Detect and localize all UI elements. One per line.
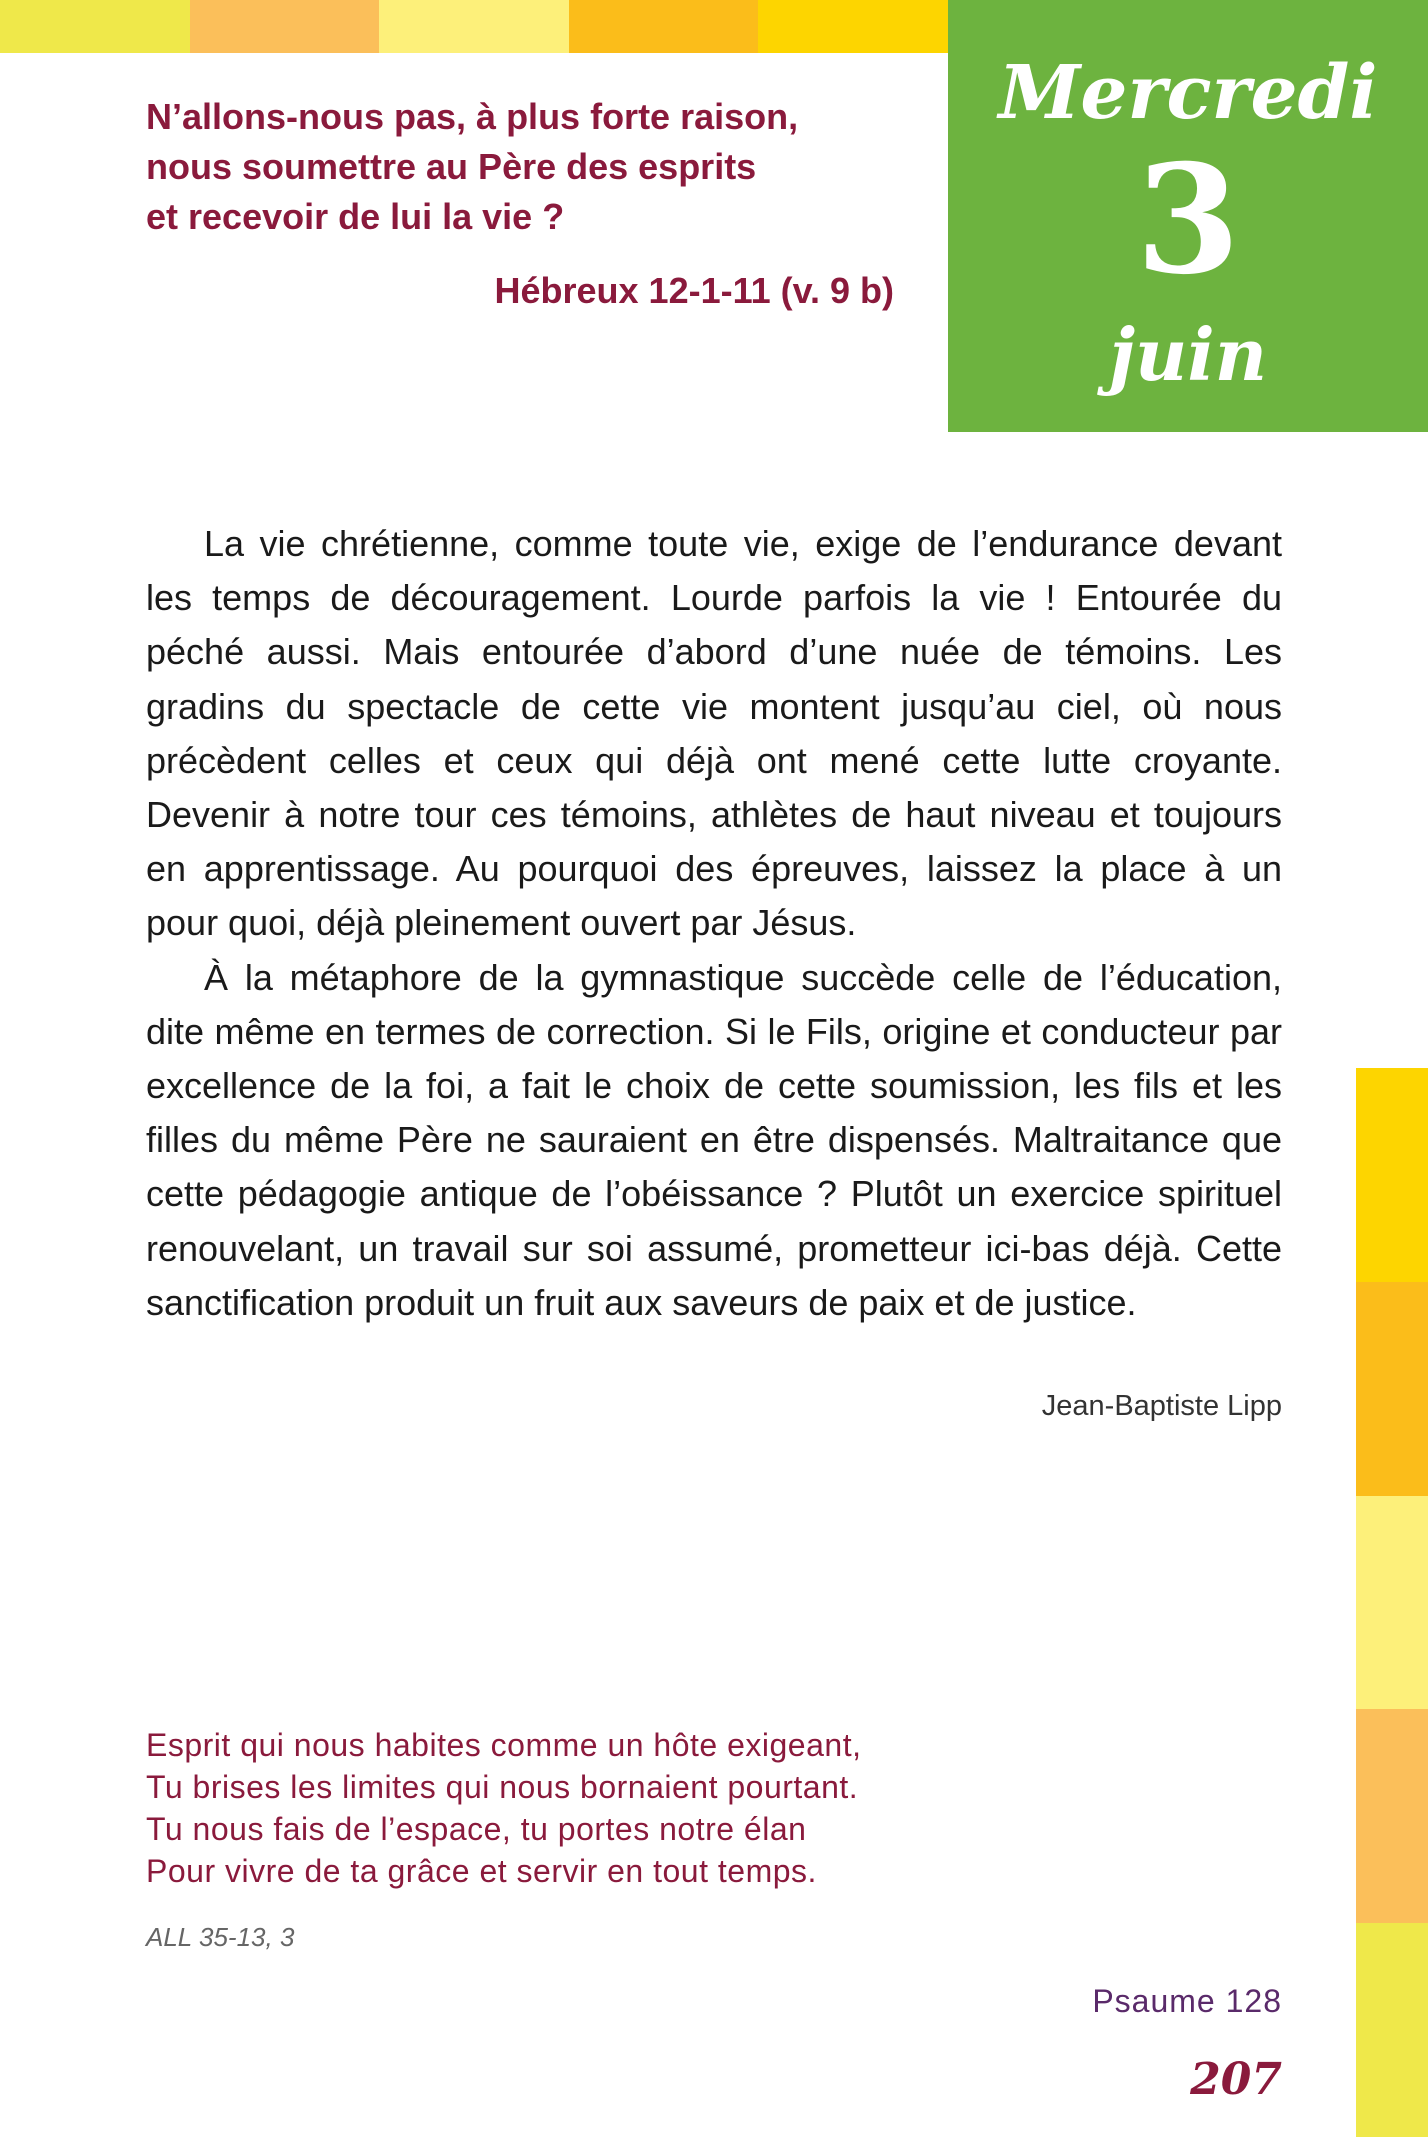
hymn-line: Esprit qui nous habites comme un hôte exigeant, bbox=[146, 1727, 862, 1763]
stripe-segment bbox=[190, 0, 380, 53]
stripe-segment bbox=[1356, 1282, 1428, 1496]
date-day: 3 bbox=[1135, 132, 1241, 308]
stripe-segment bbox=[1356, 1923, 1428, 2137]
verse-line: nous soumettre au Père des esprits bbox=[146, 146, 757, 187]
hymn-line: Pour vivre de ta grâce et servir en tout temps. bbox=[146, 1853, 817, 1889]
verse-line: et recevoir de lui la vie ? bbox=[146, 196, 565, 237]
author-name: Jean-Baptiste Lipp bbox=[1041, 1390, 1282, 1422]
meditation-paragraph: À la métaphore de la gymnastique succède celle de l’éducation, dite même en termes de correction. Si le Fils, origine et conducteur par excellence de la foi, a fait le choix de cette soumission, les fils et les filles du même Père ne sauraient en être dispensés. Maltraitance que cette pédagogie antique de l’obéissance ? Plutôt un exercice spirituel renouvelant, un travail sur soi assumé, prometteur ici-bas déjà. Cette sanctification produit un fruit aux saveurs de paix et de justice. bbox=[146, 956, 1282, 1323]
psalm-reference: Psaume 128 bbox=[1092, 1983, 1282, 2019]
hymn-stanza bbox=[146, 1724, 1046, 1892]
hymn-line: Tu brises les limites qui nous bornaient pourtant. bbox=[146, 1769, 859, 1805]
stripe-segment bbox=[1356, 1496, 1428, 1710]
hymn-reference: ALL 35-13, 3 bbox=[146, 1922, 295, 1952]
date-weekday: Mercredi bbox=[998, 50, 1378, 136]
stripe-segment bbox=[758, 0, 948, 53]
stripe-segment bbox=[569, 0, 759, 53]
page-number: 207 bbox=[1190, 2054, 1282, 2105]
meditation-paragraph: La vie chrétienne, comme toute vie, exige de l’endurance devant les temps de découragement. Lourde parfois la vie ! Entourée du péché aussi. Mais entourée d’abord d’une nuée de témoins. Les gradins du spectacle de cette vie montent jusqu’au ciel, où nous précèdent celles et ceux qui déjà ont mené cette lutte croyante. Devenir à notre tour ces témoins, athlètes de haut niveau et toujours en apprentissage. Au pourquoi des épreuves, laissez la place à un pour quoi, déjà pleinement ouvert par Jésus. bbox=[146, 523, 1282, 944]
date-block bbox=[948, 0, 1428, 432]
right-color-stripe bbox=[1356, 1068, 1428, 2137]
stripe-segment bbox=[1356, 1709, 1428, 1923]
stripe-segment bbox=[0, 0, 190, 53]
meditation-text bbox=[146, 517, 1282, 1330]
verse-line: N’allons-nous pas, à plus forte raison, bbox=[146, 96, 799, 137]
date-month: juin bbox=[1108, 312, 1268, 397]
bible-verse bbox=[146, 92, 906, 242]
stripe-segment bbox=[1356, 1068, 1428, 1282]
verse-reference: Hébreux 12-1-11 (v. 9 b) bbox=[494, 270, 894, 311]
hymn-line: Tu nous fais de l’espace, tu portes notre élan bbox=[146, 1811, 807, 1847]
top-color-stripe bbox=[0, 0, 948, 53]
stripe-segment bbox=[379, 0, 569, 53]
